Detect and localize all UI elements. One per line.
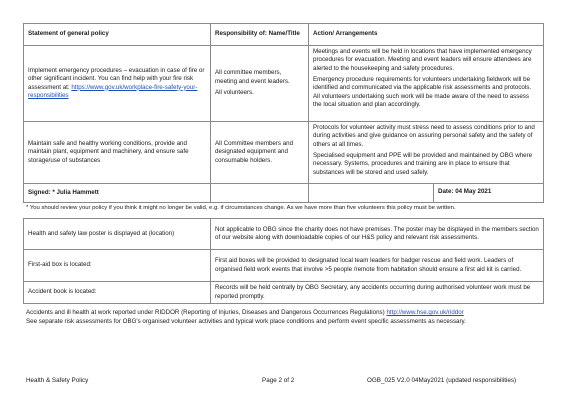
header-responsibility: Responsibility of: Name/Title [211, 24, 309, 46]
riddor-link[interactable]: http://www.hse.gov.uk/riddor [386, 309, 464, 316]
table-row [24, 122, 544, 184]
header-statement: Statement of general policy [24, 24, 211, 46]
review-footnote: * You should review your policy if you think it might no longer be valid, e.g. if circumstances change. As we have more than five volunteers this policy must be written. [26, 205, 456, 211]
action-text: Meetings and events will be held in locations that have implemented emergency procedures for evacuation. Meeting and event leaders will ensure attendees are alerted to the housekeeping and safety procedures. [313, 48, 532, 72]
statement-text: Implement emergency procedures – evacuation in case of fire or other significant incident. You can find help with your fire risk assessment at: [28, 66, 205, 91]
signed-by: Signed: * Julia Hammett [24, 184, 211, 203]
action-cell [309, 46, 544, 122]
signed-date: Date: 04 May 2021 [438, 188, 492, 195]
signature-date-cell [309, 184, 544, 203]
info-text: Records will be held centrally by OBG Secretary, any accidents occurring during authorised volunteer work must be reported promptly. [211, 282, 544, 304]
info-text: Not applicable to OBG since the charity does not have premises. The poster may be displayed in the members section of our website along with downloadable copies of our H&S policy and relevant risk assessments. [211, 219, 544, 250]
action-text: Emergency procedure requirements for volunteers undertaking fieldwork will be identified and communicated via the applicable risk assessments and protocols. All volunteers undertaking such work will be made aware of the need to assess the local situation and plan accordingly. [313, 76, 532, 109]
table-row [24, 282, 544, 304]
policy-table [23, 23, 544, 203]
statement-cell: Maintain safe and healthy working conditions, provide and maintain plant, equipment and machinery, and ensure safe storage/use of substances [24, 122, 211, 184]
accidents-section [26, 309, 551, 327]
signature-row [24, 184, 544, 203]
riddor-text: Accidents and ill health at work reported under RIDDOR (Reporting of Injuries, Diseases and Dangerous Occurrences Regulations) [26, 309, 387, 316]
info-label: Accident book is located: [24, 282, 211, 304]
table-row [24, 46, 544, 122]
signature-spacer [309, 184, 434, 202]
action-cell [309, 122, 544, 184]
action-text: Protocols for volunteer activity must stress need to assess conditions prior to and during activities and give guidance on assuring personal safety and the safety of others at all times. [313, 124, 535, 148]
footer-left: Health & Safety Policy [26, 377, 89, 384]
footer-page-number: Page 2 of 2 [262, 377, 295, 384]
action-text: Specialised equipment and PPE will be provided and maintained by OBG where necessary. Systems, procedures and training are in place to ensure that substances will be stored and used safely. [313, 152, 533, 176]
footer-doc-ref: OGB_025 V2.0 04May2021 (updated responsibilities) [367, 377, 517, 384]
responsibility-cell [211, 46, 309, 122]
table-row [24, 250, 544, 282]
empty-cell [211, 184, 309, 203]
responsibility-text: All volunteers. [215, 89, 254, 97]
info-text: First aid boxes will be provided to designated local team leaders for badger rescue and field work. Leaders of organised field work events that involve >5 people /remote from habitation should ensure a first aid kit is carried. [211, 250, 544, 282]
fire-safety-link[interactable]: https://www.gov.uk/workplace-fire-safety-your-responsibilities [28, 83, 198, 99]
responsibility-text: All committee members, meeting and event leaders. [215, 69, 290, 85]
riddor-line [26, 309, 551, 318]
risk-assessment-note: See separate risk assessments for OBG's organised volunteer activities and typical work place conditions and perform event specific assessments as necessary. [26, 317, 466, 325]
header-action: Action/ Arrangements [309, 24, 544, 46]
info-label: Health and safety law poster is displayed at (location) [24, 219, 211, 250]
info-table [23, 218, 544, 304]
info-label: First-aid box is located: [24, 250, 211, 282]
statement-cell [24, 46, 211, 122]
policy-table-header [24, 24, 544, 46]
table-row [24, 219, 544, 250]
responsibility-cell: All Committee members and designated equipment and consumable holders. [211, 122, 309, 184]
